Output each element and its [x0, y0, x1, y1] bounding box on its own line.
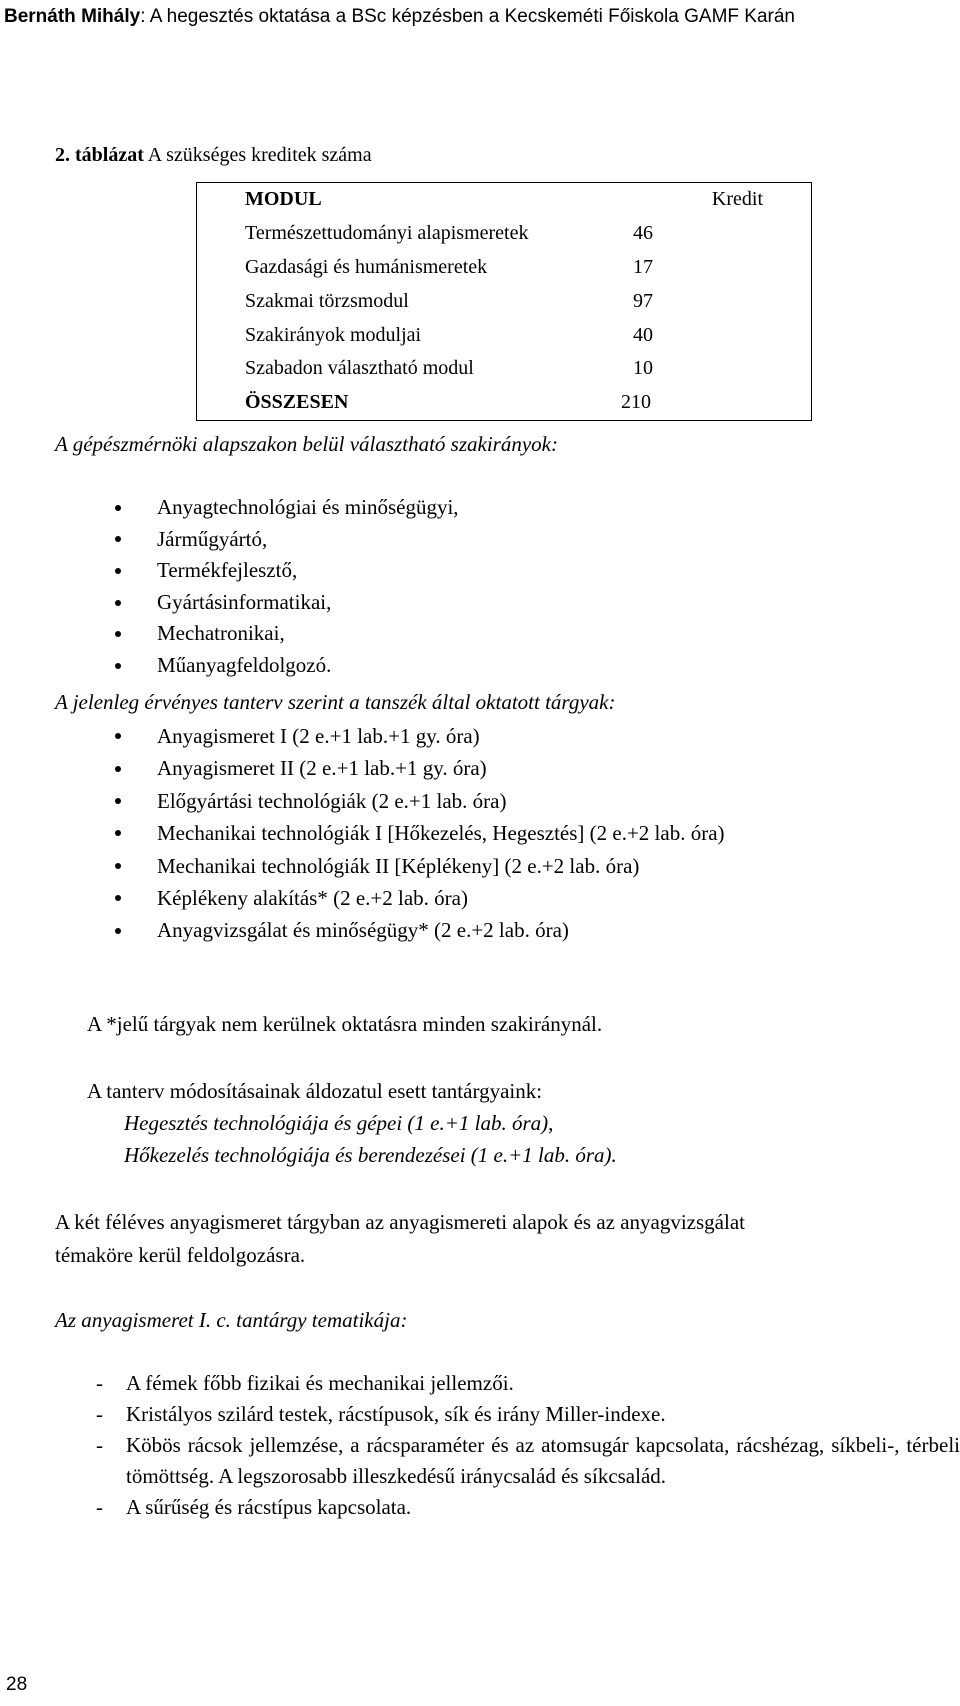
dropped-heading: A tanterv módosításainak áldozatul esett tantárgyaink: — [87, 1079, 543, 1103]
specializations-heading: A gépészmérnöki alapszakon belül választható szakirányok: — [55, 432, 558, 456]
bullet-icon — [115, 631, 121, 637]
list-item — [0, 1368, 960, 1399]
bullet-icon — [115, 928, 121, 934]
header-author: Bernáth Mihály — [4, 6, 141, 27]
list-item-text: Mechanikai technológiák I [Hőkezelés, Hegesztés] (2 e.+2 lab. óra) — [157, 821, 725, 846]
list-item — [0, 1399, 960, 1430]
thematics-heading: Az anyagismeret I. c. tantárgy tematikája: — [55, 1308, 408, 1332]
list-item — [0, 618, 459, 650]
list-item — [0, 752, 725, 784]
list-item-text: Kristályos szilárd testek, rácstípusok, sík és irány Miller-indexe. — [126, 1402, 666, 1426]
subjects-list — [0, 720, 725, 947]
table-row — [197, 217, 812, 251]
bullet-icon — [115, 663, 121, 669]
table-header-credit: Kredit — [711, 188, 763, 211]
table-header-row — [197, 183, 812, 217]
table-cell-module: Szabadon választható modul — [245, 357, 474, 380]
list-item-text: A sűrűség és rácstípus kapcsolata. — [126, 1495, 412, 1519]
list-item — [0, 850, 725, 882]
list-item — [0, 650, 459, 682]
subjects-heading: A jelenleg érvényes tanterv szerint a tanszék által oktatott tárgyak: — [55, 690, 616, 714]
list-item-text: Gyártásinformatikai, — [157, 589, 332, 614]
dash-marker: - — [96, 1433, 103, 1457]
table-caption-number: 2. táblázat — [55, 144, 144, 166]
specializations-list — [0, 492, 459, 682]
list-item — [0, 524, 459, 556]
table-cell-credit: 40 — [633, 323, 653, 346]
list-item-text: Köbös rácsok jellemzése, a rácsparaméter és az atomsugár kapcsolata, rácshézag, síkbeli-, térbeli tömöttség. A legszorosabb illeszkedésű iránycsalád és síkcsalád. — [126, 1433, 960, 1488]
list-item-text: Anyagvizsgálat és minőségügy* (2 e.+2 lab. óra) — [157, 918, 569, 943]
dash-marker: - — [96, 1371, 103, 1395]
table-total-credit — [621, 386, 812, 420]
bullet-icon — [115, 733, 121, 739]
list-item-text: Műanyagfeldolgozó. — [157, 652, 332, 677]
paragraph-line-2: témaköre kerül feldolgozásra. — [55, 1243, 306, 1267]
subjects-note: A *jelű tárgyak nem kerülnek oktatásra minden szakiránynál. — [87, 1012, 603, 1036]
table-header-module: MODUL — [245, 188, 322, 211]
page-number: 28 — [6, 1674, 28, 1695]
paragraph-line-1: A két féléves anyagismeret tárgyban az anyagismereti alapok és az anyagvizsgálat — [55, 1210, 745, 1234]
list-item — [0, 785, 725, 817]
bullet-icon — [115, 568, 121, 574]
header-separator: : — [140, 6, 146, 27]
credits-table — [196, 182, 812, 421]
list-item-text: Anyagismeret II (2 e.+1 lab.+1 gy. óra) — [157, 756, 487, 781]
bullet-icon — [115, 895, 121, 901]
list-item-text: Anyagismeret I (2 e.+1 lab.+1 gy. óra) — [157, 724, 480, 748]
list-item-text: Járműgyártó, — [157, 526, 268, 551]
list-item — [0, 1430, 960, 1492]
list-item — [0, 914, 725, 946]
list-item-text: Mechatronikai, — [157, 621, 285, 646]
table-row — [197, 352, 812, 386]
dash-marker: - — [96, 1495, 103, 1519]
list-item — [0, 587, 459, 619]
list-item-text: Termékfejlesztő, — [157, 558, 298, 583]
list-item — [0, 882, 725, 914]
list-item — [0, 555, 459, 587]
thematics-list — [0, 1368, 960, 1523]
table-total-row — [197, 386, 812, 420]
table-cell-module: Gazdasági és humánismeretek — [245, 255, 488, 278]
table-cell-credit: 46 — [633, 222, 653, 245]
table-row — [197, 318, 812, 352]
bullet-icon — [115, 830, 121, 836]
dropped-line-2: Hőkezelés technológiája és berendezései (1 e.+1 lab. óra). — [124, 1143, 617, 1167]
list-item — [0, 492, 459, 524]
table-cell-module: Szakmai törzsmodul — [245, 289, 409, 312]
list-item — [0, 817, 725, 849]
bullet-icon — [115, 505, 121, 511]
bullet-icon — [115, 600, 121, 606]
list-item-text: Képlékeny alakítás* (2 e.+2 lab. óra) — [157, 886, 468, 911]
dropped-line-1: Hegesztés technológiája és gépei (1 e.+1 lab. óra), — [124, 1111, 554, 1135]
table-caption-text: A szükséges kreditek száma — [147, 144, 372, 166]
list-item — [0, 720, 725, 752]
list-item — [0, 1492, 960, 1523]
dash-marker: - — [96, 1402, 103, 1426]
header-title: A hegesztés oktatása a BSc képzésben a Kecskeméti Főiskola GAMF Karán — [149, 6, 795, 27]
list-item-text: Anyagtechnológiai és minőségügyi, — [157, 495, 459, 519]
bullet-icon — [115, 766, 121, 772]
table-row — [197, 251, 812, 285]
table-cell-credit: 97 — [633, 289, 653, 312]
table-row — [197, 284, 812, 318]
list-item-text: A fémek főbb fizikai és mechanikai jellemzői. — [126, 1371, 514, 1395]
table-cell-credit: 17 — [633, 255, 653, 278]
bullet-icon — [115, 863, 121, 869]
bullet-icon — [115, 536, 121, 542]
running-header — [0, 0, 960, 28]
table-cell-module: Természettudományi alapismeretek — [245, 222, 529, 245]
table-total-label: ÖSSZESEN — [245, 391, 349, 414]
list-item-text: Előgyártási technológiák (2 e.+1 lab. óra) — [157, 788, 507, 813]
table-total-value: 210 — [621, 391, 651, 414]
bullet-icon — [115, 798, 121, 804]
table-caption — [55, 144, 372, 167]
table-cell-credit: 10 — [633, 357, 653, 380]
list-item-text: Mechanikai technológiák II [Képlékeny] (2 e.+2 lab. óra) — [157, 853, 640, 878]
table-cell-module: Szakirányok moduljai — [245, 323, 422, 346]
